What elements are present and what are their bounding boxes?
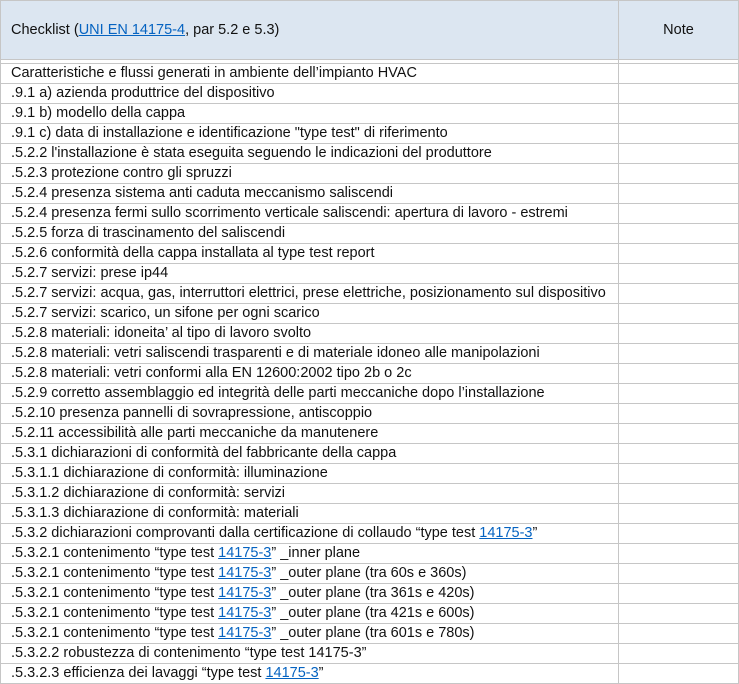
checklist-row <box>1 404 739 424</box>
note-cell[interactable] <box>619 484 739 504</box>
item-text: .5.2.2 l'installazione è stata eseguita seguendo le indicazioni del produttore <box>11 145 492 161</box>
note-cell[interactable] <box>619 144 739 164</box>
checklist-row <box>1 184 739 204</box>
checklist-item <box>1 204 619 224</box>
checklist-row <box>1 424 739 444</box>
checklist-row <box>1 264 739 284</box>
note-header: Note <box>619 1 739 60</box>
checklist-item <box>1 664 619 684</box>
checklist-item <box>1 544 619 564</box>
item-text: ” <box>532 525 538 541</box>
checklist-item <box>1 564 619 584</box>
checklist-row <box>1 124 739 144</box>
checklist-row <box>1 364 739 384</box>
note-cell[interactable] <box>619 124 739 144</box>
item-text: .9.1 a) azienda produttrice del dispositivo <box>11 85 275 101</box>
checklist-row <box>1 624 739 644</box>
item-text: .9.1 c) data di installazione e identificazione "type test" di riferimento <box>11 125 448 141</box>
note-cell[interactable] <box>619 544 739 564</box>
checklist-item <box>1 84 619 104</box>
item-text: ” _outer plane (tra 601s e 780s) <box>271 625 475 641</box>
checklist-row <box>1 224 739 244</box>
checklist-row <box>1 484 739 504</box>
checklist-item <box>1 484 619 504</box>
note-cell[interactable] <box>619 424 739 444</box>
checklist-row <box>1 164 739 184</box>
checklist-item <box>1 644 619 664</box>
checklist-item <box>1 504 619 524</box>
item-text: .5.3.2.3 efficienza dei lavaggi “type test <box>11 665 266 681</box>
checklist-row <box>1 664 739 684</box>
standard-link[interactable]: 14175-3 <box>265 665 319 681</box>
checklist-item <box>1 404 619 424</box>
note-cell[interactable] <box>619 564 739 584</box>
checklist-item <box>1 324 619 344</box>
item-text: ” _outer plane (tra 60s e 360s) <box>271 565 467 581</box>
checklist-row <box>1 444 739 464</box>
note-cell[interactable] <box>619 84 739 104</box>
item-text: .5.3.2.2 robustezza di contenimento “type test 14175-3” <box>11 645 367 661</box>
item-text: .5.3.2.1 contenimento “type test <box>11 565 219 581</box>
item-text: .5.3.2 dichiarazioni comprovanti dalla certificazione di collaudo “type test <box>11 525 480 541</box>
checklist-header-prefix: Checklist ( <box>11 21 79 38</box>
checklist-item <box>1 264 619 284</box>
item-text: .9.1 b) modello della cappa <box>11 105 186 121</box>
note-cell[interactable] <box>619 204 739 224</box>
item-text: .5.2.9 corretto assemblaggio ed integrità delle parti meccaniche dopo l’installazione <box>11 385 545 401</box>
checklist-item <box>1 464 619 484</box>
item-text: .5.3.1.3 dichiarazione di conformità: materiali <box>11 505 299 521</box>
note-cell[interactable] <box>619 284 739 304</box>
checklist-item <box>1 64 619 84</box>
checklist-row <box>1 524 739 544</box>
item-text: .5.3.1.2 dichiarazione di conformità: servizi <box>11 485 286 501</box>
checklist-row <box>1 64 739 84</box>
checklist-row <box>1 644 739 664</box>
note-cell[interactable] <box>619 304 739 324</box>
item-text: .5.2.6 conformità della cappa installata al type test report <box>11 245 375 261</box>
checklist-row <box>1 604 739 624</box>
checklist-row <box>1 564 739 584</box>
checklist-header <box>1 1 619 60</box>
checklist-item <box>1 584 619 604</box>
checklist-item <box>1 164 619 184</box>
checklist-item <box>1 604 619 624</box>
note-cell[interactable] <box>619 184 739 204</box>
checklist-item <box>1 444 619 464</box>
note-cell[interactable] <box>619 324 739 344</box>
note-cell[interactable] <box>619 664 739 684</box>
checklist-row <box>1 204 739 224</box>
checklist-row <box>1 304 739 324</box>
standard-link[interactable]: 14175-3 <box>218 585 272 601</box>
item-text: .5.2.11 accessibilità alle parti meccaniche da manutenere <box>11 425 379 441</box>
note-cell[interactable] <box>619 644 739 664</box>
note-cell[interactable] <box>619 624 739 644</box>
header-row <box>1 1 739 60</box>
checklist-row <box>1 584 739 604</box>
standard-link[interactable]: 14175-3 <box>218 565 272 581</box>
checklist-item <box>1 224 619 244</box>
note-cell[interactable] <box>619 164 739 184</box>
checklist-row <box>1 284 739 304</box>
item-text: Caratteristiche e flussi generati in ambiente dell’impianto HVAC <box>11 65 417 81</box>
checklist-item <box>1 184 619 204</box>
note-cell[interactable] <box>619 584 739 604</box>
item-text: .5.2.7 servizi: prese ip44 <box>11 265 169 281</box>
item-text: .5.3.2.1 contenimento “type test <box>11 545 219 561</box>
checklist-item <box>1 364 619 384</box>
item-text: .5.2.4 presenza sistema anti caduta meccanismo saliscendi <box>11 185 394 201</box>
item-text: .5.2.4 presenza fermi sullo scorrimento verticale saliscendi: apertura di lavoro - estremi <box>11 205 568 221</box>
item-text: .5.3.1 dichiarazioni di conformità del fabbricante della cappa <box>11 445 397 461</box>
item-text: .5.2.7 servizi: acqua, gas, interruttori elettrici, prese elettriche, posizionamento sul dispositivo <box>11 285 606 301</box>
checklist-row <box>1 244 739 264</box>
note-cell[interactable] <box>619 464 739 484</box>
item-text: .5.3.2.1 contenimento “type test <box>11 605 219 621</box>
note-cell[interactable] <box>619 104 739 124</box>
note-cell[interactable] <box>619 604 739 624</box>
note-cell[interactable] <box>619 264 739 284</box>
checklist-item <box>1 424 619 444</box>
standard-link[interactable]: UNI EN 14175-4 <box>78 21 186 38</box>
checklist-item <box>1 624 619 644</box>
checklist-row <box>1 104 739 124</box>
item-text: .5.2.8 materiali: vetri saliscendi trasparenti e di materiale idoneo alle manipolazioni <box>11 345 540 361</box>
checklist-item <box>1 344 619 364</box>
note-cell[interactable] <box>619 364 739 384</box>
item-text: .5.2.5 forza di trascinamento del saliscendi <box>11 225 286 241</box>
checklist-item <box>1 124 619 144</box>
standard-link[interactable]: 14175-3 <box>218 545 272 561</box>
item-text: .5.2.7 servizi: scarico, un sifone per ogni scarico <box>11 305 320 321</box>
checklist-row <box>1 84 739 104</box>
item-text: .5.3.2.1 contenimento “type test <box>11 625 219 641</box>
standard-link[interactable]: 14175-3 <box>218 625 272 641</box>
checklist-row <box>1 324 739 344</box>
checklist-item <box>1 524 619 544</box>
note-cell[interactable] <box>619 524 739 544</box>
checklist-row <box>1 344 739 364</box>
checklist-row <box>1 544 739 564</box>
checklist-item <box>1 144 619 164</box>
item-text: .5.3.1.1 dichiarazione di conformità: illuminazione <box>11 465 328 481</box>
checklist-item <box>1 384 619 404</box>
note-cell[interactable] <box>619 444 739 464</box>
checklist-row <box>1 384 739 404</box>
standard-link[interactable]: 14175-3 <box>479 525 533 541</box>
note-cell[interactable] <box>619 224 739 244</box>
checklist-item <box>1 244 619 264</box>
item-text: .5.2.10 presenza pannelli di sovrapressione, antiscoppio <box>11 405 373 421</box>
item-text: .5.2.8 materiali: idoneita’ al tipo di lavoro svolto <box>11 325 312 341</box>
note-cell[interactable] <box>619 384 739 404</box>
item-text: ” _inner plane <box>271 545 361 561</box>
note-cell[interactable] <box>619 504 739 524</box>
note-cell[interactable] <box>619 64 739 84</box>
note-cell[interactable] <box>619 244 739 264</box>
item-text: .5.3.2.1 contenimento “type test <box>11 585 219 601</box>
item-text: .5.2.8 materiali: vetri conformi alla EN 12600:2002 tipo 2b o 2c <box>11 365 412 381</box>
item-text: .5.2.3 protezione contro gli spruzzi <box>11 165 232 181</box>
checklist-item <box>1 284 619 304</box>
checklist-item <box>1 304 619 324</box>
item-text: ” <box>318 665 324 681</box>
checklist-row <box>1 464 739 484</box>
checklist-row <box>1 504 739 524</box>
checklist-row <box>1 144 739 164</box>
checklist-header-suffix: , par 5.2 e 5.3) <box>185 21 280 38</box>
item-text: ” _outer plane (tra 421s e 600s) <box>271 605 475 621</box>
standard-link[interactable]: 14175-3 <box>218 605 272 621</box>
item-text: ” _outer plane (tra 361s e 420s) <box>271 585 475 601</box>
note-cell[interactable] <box>619 404 739 424</box>
checklist-item <box>1 104 619 124</box>
note-cell[interactable] <box>619 344 739 364</box>
